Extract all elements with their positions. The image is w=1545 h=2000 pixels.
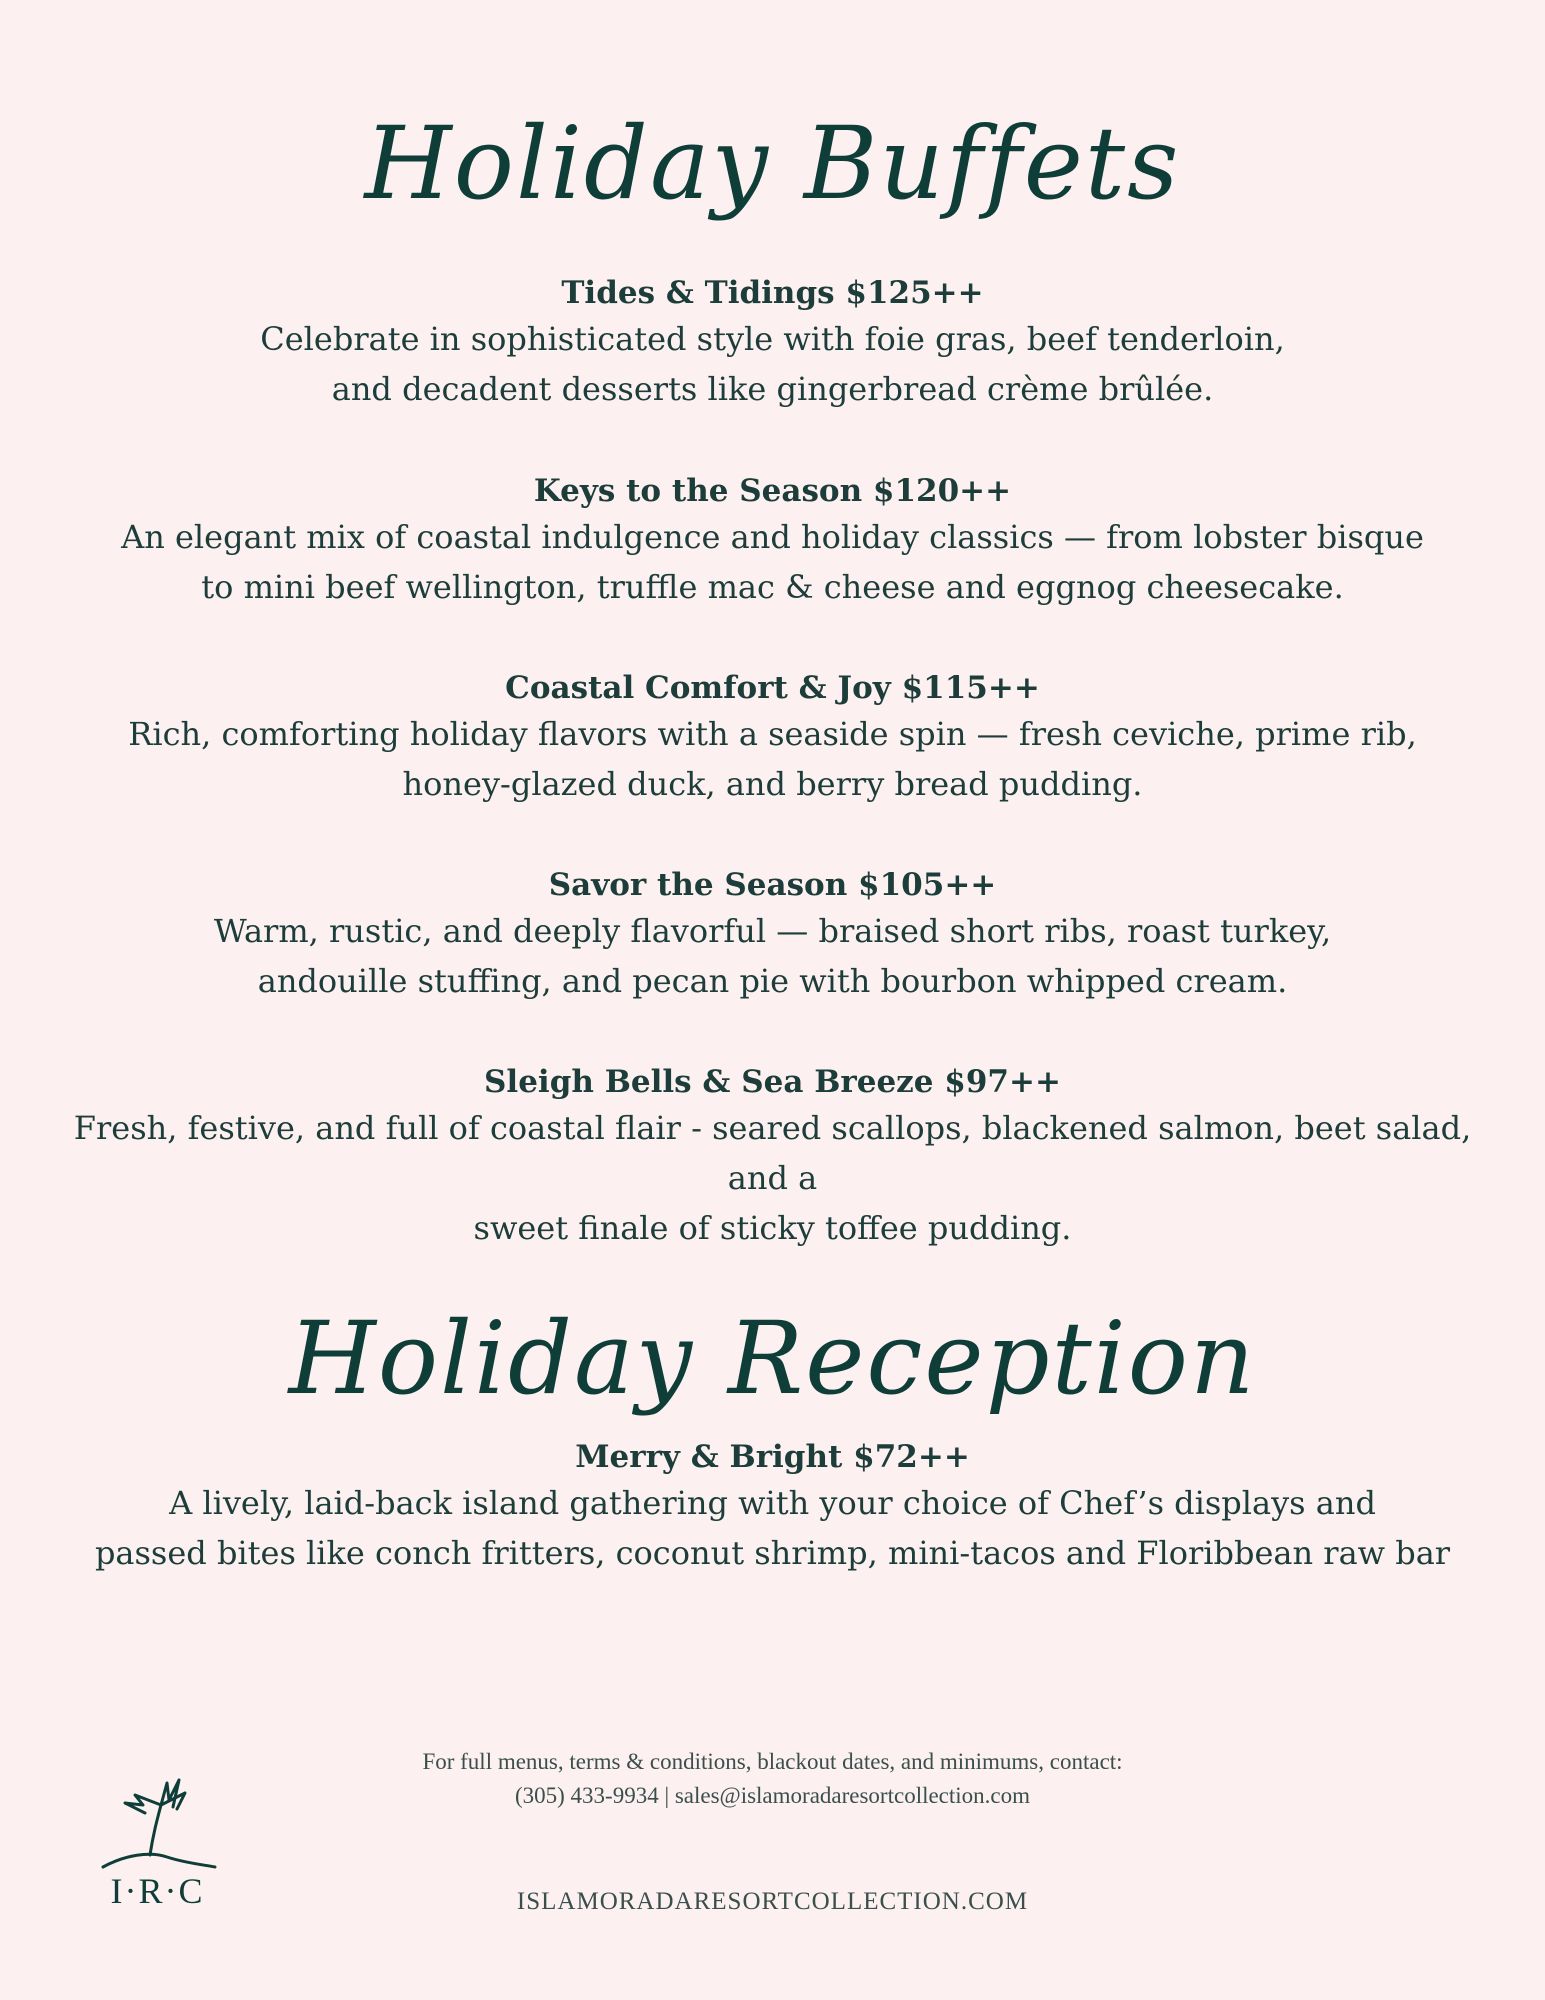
buffet-item-name: Savor the Season $105++ xyxy=(548,867,997,903)
buffet-item-savor-season xyxy=(60,864,1485,1006)
buffet-item-name: Tides & Tidings $125++ xyxy=(561,275,984,311)
holiday-reception-title: Holiday Reception xyxy=(288,1300,1257,1417)
buffet-item-desc-line1: Warm, rustic, and deeply flavorful — braised short ribs, roast turkey, xyxy=(213,912,1332,950)
irc-logo-text: I·R·C xyxy=(110,1871,205,1911)
buffet-item-desc-line1: Fresh, festive, and full of coastal flair - seared scallops, blackened salmon, beet salad, and a xyxy=(73,1109,1472,1197)
buffet-item-tides-tidings xyxy=(60,272,1485,414)
footer-contact xyxy=(0,1745,1545,1813)
buffet-item-desc-line1: Rich, comforting holiday flavors with a seaside spin — fresh ceviche, prime rib, xyxy=(128,715,1417,753)
buffet-item-name: Sleigh Bells & Sea Breeze $97++ xyxy=(484,1064,1061,1100)
website-link[interactable]: ISLAMORADARESORTCOLLECTION.COM xyxy=(516,1888,1029,1915)
buffet-item-desc-line2: and decadent desserts like gingerbread crème brûlée. xyxy=(331,370,1214,408)
reception-item-merry-bright xyxy=(60,1436,1485,1578)
buffet-item-name: Keys to the Season $120++ xyxy=(533,473,1012,509)
reception-item-name: Merry & Bright $72++ xyxy=(575,1439,970,1475)
buffet-item-desc-line2: honey-glazed duck, and berry bread pudding. xyxy=(402,765,1143,803)
contact-line-2[interactable]: (305) 433-9934 | sales@islamoradaresortcollection.com xyxy=(514,1783,1031,1808)
buffet-item-desc-line2: sweet finale of sticky toffee pudding. xyxy=(473,1209,1072,1247)
buffet-item-desc-line1: Celebrate in sophisticated style with foie gras, beef tenderloin, xyxy=(260,320,1285,358)
holiday-buffets-title: Holiday Buffets xyxy=(364,105,1181,222)
reception-item-desc-line1: A lively, laid-back island gathering with your choice of Chef’s displays and xyxy=(169,1484,1376,1522)
buffet-item-coastal-comfort xyxy=(60,667,1485,809)
buffet-item-desc-line2: andouille stuffing, and pecan pie with bourbon whipped cream. xyxy=(257,962,1288,1000)
buffet-item-desc-line2: to mini beef wellington, truffle mac & cheese and eggnog cheesecake. xyxy=(201,568,1344,606)
contact-line-1: For full menus, terms & conditions, blackout dates, and minimums, contact: xyxy=(422,1749,1123,1774)
buffet-item-name: Coastal Comfort & Joy $115++ xyxy=(505,670,1040,706)
buffet-item-keys-season xyxy=(60,470,1485,612)
buffet-item-desc-line1: An elegant mix of coastal indulgence and holiday classics — from lobster bisque xyxy=(121,518,1424,556)
buffet-item-sleigh-bells xyxy=(60,1061,1485,1253)
reception-item-desc-line2: passed bites like conch fritters, coconut shrimp, mini-tacos and Floribbean raw bar xyxy=(94,1534,1451,1572)
